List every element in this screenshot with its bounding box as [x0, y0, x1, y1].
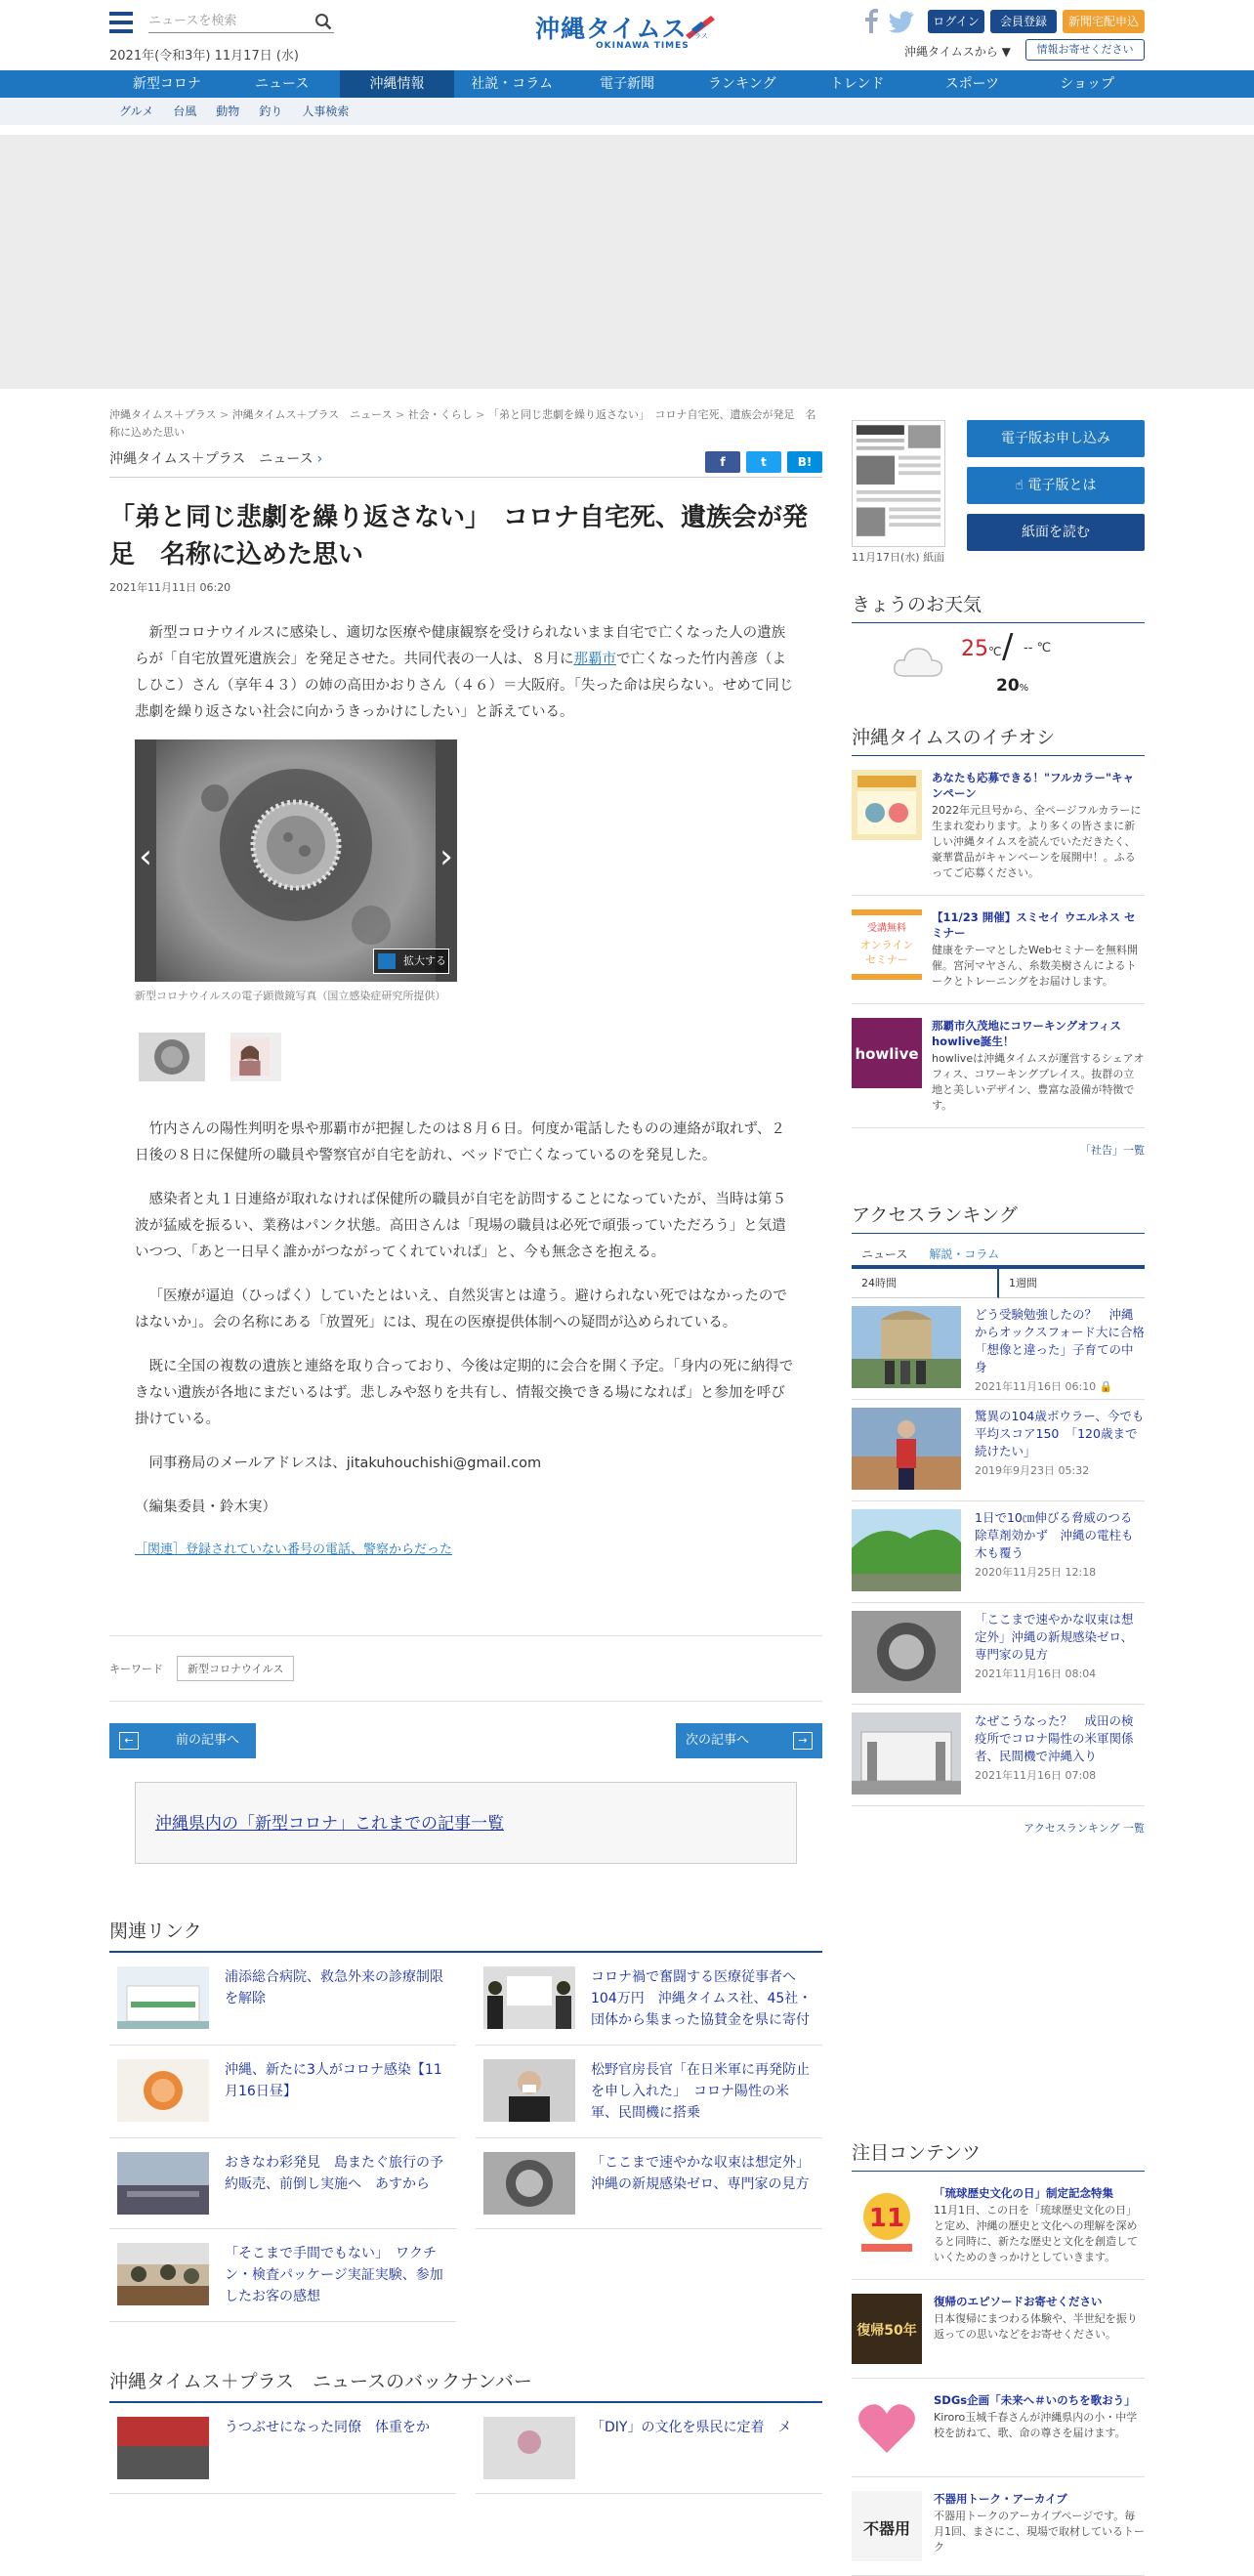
related-article-link[interactable]: ［関連］登録されていない番号の電話、警察からだった [135, 1542, 453, 1557]
virus-micrograph-thumb [852, 1611, 961, 1693]
recommended-item[interactable]: あなたも応募できる！"フルカラー"キャンペーン 2022年元旦号から、全ページフルカラーに生まれ変わります。より多くの皆さまに新しい沖縄タイムスを読んでいただきたく、豪華賞品がキャンペーンを展開中！。ふるってご応募ください。 [852, 756, 1145, 896]
related-links-grid [109, 1953, 822, 2322]
covid-article-list-box [135, 1782, 797, 1864]
from-okinawa-dropdown[interactable]: 沖縄タイムスから ▼ [904, 45, 1011, 59]
next-article-button[interactable]: 次の記事へ → [676, 1723, 822, 1758]
article-date: 2021年11月11日 06:20 [109, 581, 231, 594]
featured-heading: 注目コンテンツ [852, 2138, 1145, 2172]
subnav-item-typhoon[interactable]: 台風 [173, 105, 197, 118]
bukiyo-text: 不器用 [862, 2519, 911, 2538]
delivery-signup-button[interactable]: 新聞宅配申込 [1063, 10, 1145, 33]
related-link-item[interactable]: 松野官房長官「在日米軍に再発防止を申し入れた」 コロナ陽性の米軍、民間機に搭乗 [476, 2046, 822, 2138]
bukiyo-talk-image [852, 2491, 922, 2561]
ranking-item[interactable]: 1日で10㎝伸びる脅威のつる 除草剤効かず 沖縄の電柱も木も覆う 2020年11月25日 12:18 [852, 1501, 1145, 1603]
featured-item[interactable]: 11 「琉球歴史文化の日」制定記念特集 11月1日、この日を「琉球歴史文化の日」と定め、沖縄の歴史と文化への理解を深めると同時に、新たな歴史と文化を創造していくためのきっかけとしていきます。 [852, 2172, 1145, 2280]
recommended-item[interactable]: howlive 那覇市久茂地にコワーキングオフィスhowlive誕生！ howliveは沖縄タイムスが運営するシェアオフィス、コワーキングプレイス。抜群の立地と美しいデザイン、豊富な設備が特徴です。 [852, 1004, 1145, 1128]
howlive-logo-text: howlive [855, 1045, 919, 1063]
paragraph: 竹内さんの陽性判明を県や那覇市が把握したのは８月６日。何度か電話したものの連絡が取れず、２日後の８日に保健所の職員や警察官が自宅を訪れ、ベッドで亡くなっているのを発見した。 [135, 1121, 785, 1163]
weather-heading: きょうのお天気 [852, 590, 1145, 623]
official-photo [483, 2059, 575, 2122]
online-seminar-image [852, 909, 922, 980]
site-logo[interactable] [535, 10, 721, 55]
nav-item-editorial[interactable]: 社説・コラム [471, 76, 554, 92]
article-title: 「弟と同じ悲劇を繰り返さない」 コロナ自宅死、遺族会が発足 名称に込めた思い [109, 503, 809, 570]
featured-item[interactable]: 不器用 不器用トーク・アーカイブ 不器用トークのアーカイブページです。毎月1回、まさにこ、現場で取材しているトーク [852, 2477, 1145, 2576]
fullcolor-campaign-image [852, 770, 922, 840]
weather-widget [852, 590, 1145, 699]
related-link-item[interactable]: 沖縄、新たに3人がコロナ感染【11月16日昼】 [109, 2046, 456, 2138]
article-body [135, 620, 797, 726]
free-badge-text: 受講無料 [867, 923, 906, 934]
virus-illustration [117, 2059, 209, 2122]
hatena-bookmark-button[interactable]: B! [787, 451, 822, 473]
hospital-photo [117, 1966, 209, 2029]
article-pager [109, 1723, 822, 1758]
search-box [148, 10, 334, 33]
header-date: 2021年(令和3年) 11月17日 (水) [109, 49, 299, 63]
gallery-thumbnail[interactable] [139, 1033, 205, 1081]
digital-about-button[interactable]: ☝ 電子版とは [967, 467, 1145, 504]
ranking-period-tabs [852, 1269, 1145, 1298]
logo-plus-text: プラス [688, 32, 708, 39]
sub-nav [0, 98, 1254, 125]
featured-item[interactable]: SDGs企画「未来へ＃いのちを歌おう」 Kiroro玉城千春さんが沖縄県内の小・中学校を訪ねて、歌、命の尊さを届けます。 [852, 2379, 1145, 2477]
related-link-item[interactable]: おきなわ彩発見 島またぐ旅行の予約販売、前倒し実施へ あすから [109, 2138, 456, 2229]
related-link-item[interactable]: 浦添総合病院、救急外来の診療制限を解除 [109, 1953, 456, 2046]
backnumber-photo [483, 2417, 575, 2479]
subnav-item-animals[interactable]: 動物 [216, 105, 240, 118]
paragraph: 新型コロナウイルスに感染し、適切な医療や健康観察を受けられないまま自宅で亡くなった人の遺族らが「自宅放置死遺族会」を発足させた。共同代表の一人は、８月に那覇市で亡くなった竹内善彦（よしひこ）さん（享年４３）の姉の高田かおりさん（４６）＝大阪府。「失った命は戻らない。せめて同じ悲劇を繰り返さない社会に向かうきっかけにしたい」と訴えている。 [135, 625, 794, 720]
backnumber-heading: 沖縄タイムス＋プラス ニュースのバックナンバー [109, 2367, 822, 2403]
sidebar [852, 420, 1157, 2576]
ranking-list-link[interactable]: アクセスランキング 一覧 [1024, 1822, 1145, 1835]
digital-paper-block [852, 420, 1145, 567]
photo-caption: 新型コロナウイルスの電子顕微鏡写真（国立感染症研究所提供） [135, 990, 446, 1002]
hand-icon: ☝ [1015, 478, 1028, 493]
featured-content [852, 2138, 1145, 2576]
bowler-photo [852, 1408, 961, 1490]
gallery-thumbnail[interactable] [230, 1033, 281, 1081]
keyword-row [109, 1635, 822, 1702]
seminar-text: セミナー [865, 953, 908, 966]
reversion-50-image [852, 2294, 922, 2364]
paper-date: 11月17日(水) 紙面 [852, 551, 945, 564]
keyword-tag[interactable]: 新型コロナウイルス [177, 1656, 294, 1681]
oxford-photo [852, 1306, 961, 1388]
recommended-heading: 沖縄タイムスのイチオシ [852, 723, 1145, 756]
airport-photo [117, 2152, 209, 2215]
divider [109, 477, 822, 478]
ranking-item[interactable]: なぜこうなった？ 成田の検疫所でコロナ陽性の米軍関係者、民間機で沖縄入り 2021年11月16日 07:08 [852, 1705, 1145, 1806]
howlive-logo [852, 1018, 922, 1088]
related-links-heading: 関連リンク [109, 1917, 822, 1953]
online-text: オンライン [859, 939, 914, 951]
quarantine-station-photo [852, 1712, 961, 1795]
chevron-right-icon: › [316, 451, 323, 467]
ranking-tab-news[interactable]: ニュース [861, 1247, 908, 1261]
sdgs-heart-image [852, 2392, 922, 2463]
ranking-tabs [852, 1244, 1145, 1269]
donation-photo [483, 1966, 575, 2029]
twitter-share-button[interactable]: t [746, 451, 781, 473]
search-icon[interactable] [314, 13, 332, 30]
submit-info-button[interactable]: 情報お寄せください [1025, 39, 1145, 61]
access-ranking [852, 1201, 1157, 1836]
gallery-next-arrow[interactable]: › [439, 837, 453, 876]
weather-high-temp: 25℃ [961, 637, 1002, 661]
reversion-50-text: 復帰50年 [857, 2323, 917, 2339]
ranking-item[interactable]: 驚異の104歳ボウラー、今でも平均スコア150 「120歳まで続けたい」 2019年9月23日 05:32 [852, 1400, 1145, 1501]
related-link-item[interactable]: 「ここまで速やかな収束は想定外」沖縄の新規感染ゼロ、専門家の見方 [476, 2138, 822, 2229]
backnumber-photo [117, 2417, 209, 2479]
photo-gallery [135, 739, 457, 982]
nav-item-sports[interactable]: スポーツ [944, 76, 1000, 92]
article-body-continued [135, 1117, 797, 1521]
logo-subtext: OKINAWA TIMES [596, 41, 690, 51]
subnav-item-gourmet[interactable]: グルメ [119, 105, 154, 118]
backnumber-item[interactable]: 「DIY」の文化を県民に定着 メ [476, 2403, 822, 2494]
event-photo [117, 2243, 209, 2305]
twitter-icon[interactable] [889, 10, 914, 33]
facebook-icon[interactable] [859, 8, 883, 33]
arrow-left-icon: ← [119, 1732, 139, 1750]
paragraph: 「医療が逼迫（ひっぱく）していたとはいえ、自然災害とは違う。避けられない死ではなかったのではないか」。会の名称にある「放置死」には、現在の医療提供体制への疑問が込められている。 [135, 1288, 787, 1330]
ranking-item[interactable]: 「ここまで速やかな収束は想定外」沖縄の新規感染ゼロ、専門家の見方 2021年11月16日 08:04 [852, 1603, 1145, 1705]
weather-low-temp: -- ℃ [1024, 641, 1052, 655]
subnav-item-fishing[interactable]: 釣り [259, 105, 283, 118]
ranking-item[interactable]: どう受験勉強したの？ 沖縄からオックスフォード大に合格 「想像と違った」子育ての中身 2021年11月16日 06:10 🔒 [852, 1298, 1145, 1400]
read-paper-button[interactable]: 紙面を読む [967, 514, 1145, 551]
ranking-period-1w[interactable]: 1週間 [999, 1269, 1145, 1298]
nav-item-digital[interactable]: 電子新聞 [600, 76, 655, 92]
section-link-row [109, 447, 822, 471]
featured-item[interactable]: 復帰50年 復帰のエピソードお寄せください 日本復帰にまつわる体験や、半世紀を振り返っての思いなどをお寄せください。 [852, 2280, 1145, 2379]
nav-item-shop[interactable]: ショップ [1060, 76, 1114, 92]
ranking-tab-column[interactable]: 解説・コラム [929, 1247, 1000, 1261]
vine-photo [852, 1509, 961, 1591]
temp-divider: / [1002, 627, 1014, 666]
rain-chance: 20% [996, 676, 1029, 696]
byline: （編集委員・鈴木実） [135, 1499, 276, 1515]
logo-text: 沖縄タイムス [535, 15, 688, 43]
nav-item-ranking[interactable]: ランキング [708, 76, 776, 92]
site-header [0, 0, 1254, 70]
cloud-icon [891, 641, 945, 680]
logo-plus-icon [682, 14, 717, 39]
keyword-label: キーワード [109, 1663, 163, 1675]
paragraph: 同事務局のメールアドレスは、jitakuhouchishi@gmail.com [148, 1456, 542, 1471]
ad-banner-area [0, 135, 1254, 389]
main-nav [0, 70, 1254, 98]
ranking-heading: アクセスランキング [852, 1201, 1145, 1234]
prev-article-button[interactable]: ← 前の記事へ [109, 1723, 256, 1758]
breadcrumb [109, 406, 822, 442]
backnumber-item[interactable]: うつぶせになった同僚 体重をか [109, 2403, 456, 2494]
menu-icon[interactable] [109, 12, 133, 33]
virus-micrograph-thumb [483, 2152, 575, 2215]
search-input[interactable] [148, 10, 305, 31]
company-notices-link[interactable]: 「社告」一覧 [1080, 1144, 1145, 1157]
covid-article-list-link[interactable]: 沖縄県内の「新型コロナ」これまでの記事一覧 [155, 1814, 504, 1834]
nav-item-news[interactable]: ニュース [255, 76, 310, 92]
backnumber-grid [109, 2403, 822, 2494]
article-column [109, 406, 822, 2494]
expand-icon [378, 953, 396, 969]
gallery-thumbnails [139, 1033, 822, 1081]
ryukyu-history-image [852, 2185, 922, 2256]
breadcrumb-item[interactable]: > 沖縄タイムス＋プラス ニュース [216, 408, 392, 421]
login-button[interactable]: ログイン [928, 10, 984, 33]
gallery-prev-arrow[interactable]: ‹ [139, 837, 152, 876]
share-buttons [705, 451, 822, 473]
related-link-item[interactable]: 「そこまで手間でもない」 ワクチン・検査パッケージ実証実験、参加したお客の感想 [109, 2229, 456, 2322]
recommended-item[interactable]: 受講無料 オンライン セミナー 【11/23 開催】スミセイ ウエルネス セミナー 健康をテーマとしたWebセミナーを無料開催。宮河マヤさん、糸数美樹さんによるトークとトレーニングをお届けします。 [852, 896, 1145, 1004]
nav-item-okinawa-info[interactable]: 沖縄情報 [340, 70, 455, 98]
keyword-link-naha[interactable]: 那覇市 [573, 652, 616, 667]
section-link[interactable]: 沖縄タイムス＋プラス ニュース [109, 451, 314, 467]
paragraph: 感染者と丸１日連絡が取れなければ保健所の職員が自宅を訪問することになっていたが、当時は第５波が猛威を振るい、業務はパンク状態。高田さんは「現場の職員は必死で頑張っていただろう」と気遣いつつ、「あと一日早く誰かがつながってくれていれば」と、今も無念さを抱える。 [135, 1192, 786, 1260]
register-button[interactable]: 会員登録 [990, 10, 1057, 33]
virus-micrograph-image[interactable] [156, 739, 436, 982]
subnav-item-personnel[interactable]: 人事検索 [302, 105, 350, 118]
breadcrumb-item[interactable]: > 社会・くらし [393, 408, 473, 421]
facebook-share-button[interactable]: f [705, 451, 740, 473]
related-link-item[interactable]: コロナ禍で奮闘する医療従事者へ104万円 沖縄タイムス社、45社・団体から集まった協賛金を県に寄付 [476, 1953, 822, 2046]
breadcrumb-item[interactable]: 沖縄タイムス＋プラス [109, 408, 217, 421]
newspaper-front-page[interactable] [852, 420, 945, 547]
nav-item-covid[interactable]: 新型コロナ [132, 76, 201, 92]
recommended-section [852, 723, 1145, 1158]
svg-text:11: 11 [868, 2204, 905, 2233]
breadcrumb-item: > 「弟と同じ悲劇を繰り返さない」 コロナ自宅死、遺族会が発足 名称に込めた思い [109, 408, 816, 439]
digital-apply-button[interactable]: 電子版お申し込み [967, 420, 1145, 457]
paragraph: 既に全国の複数の遺族と連絡を取り合っており、今後は定期的に会合を開く予定。「身内の死に納得できない遺族が各地にまだいるはず。悲しみや怒りを共有し、情報交換できる場になれば」と参加を呼び掛けている。 [135, 1359, 794, 1427]
nav-item-trend[interactable]: トレンド [829, 76, 885, 92]
arrow-right-icon: → [793, 1732, 813, 1750]
ranking-period-24h[interactable]: 24時間 [852, 1269, 999, 1298]
zoom-button[interactable]: 拡大する [373, 949, 449, 974]
